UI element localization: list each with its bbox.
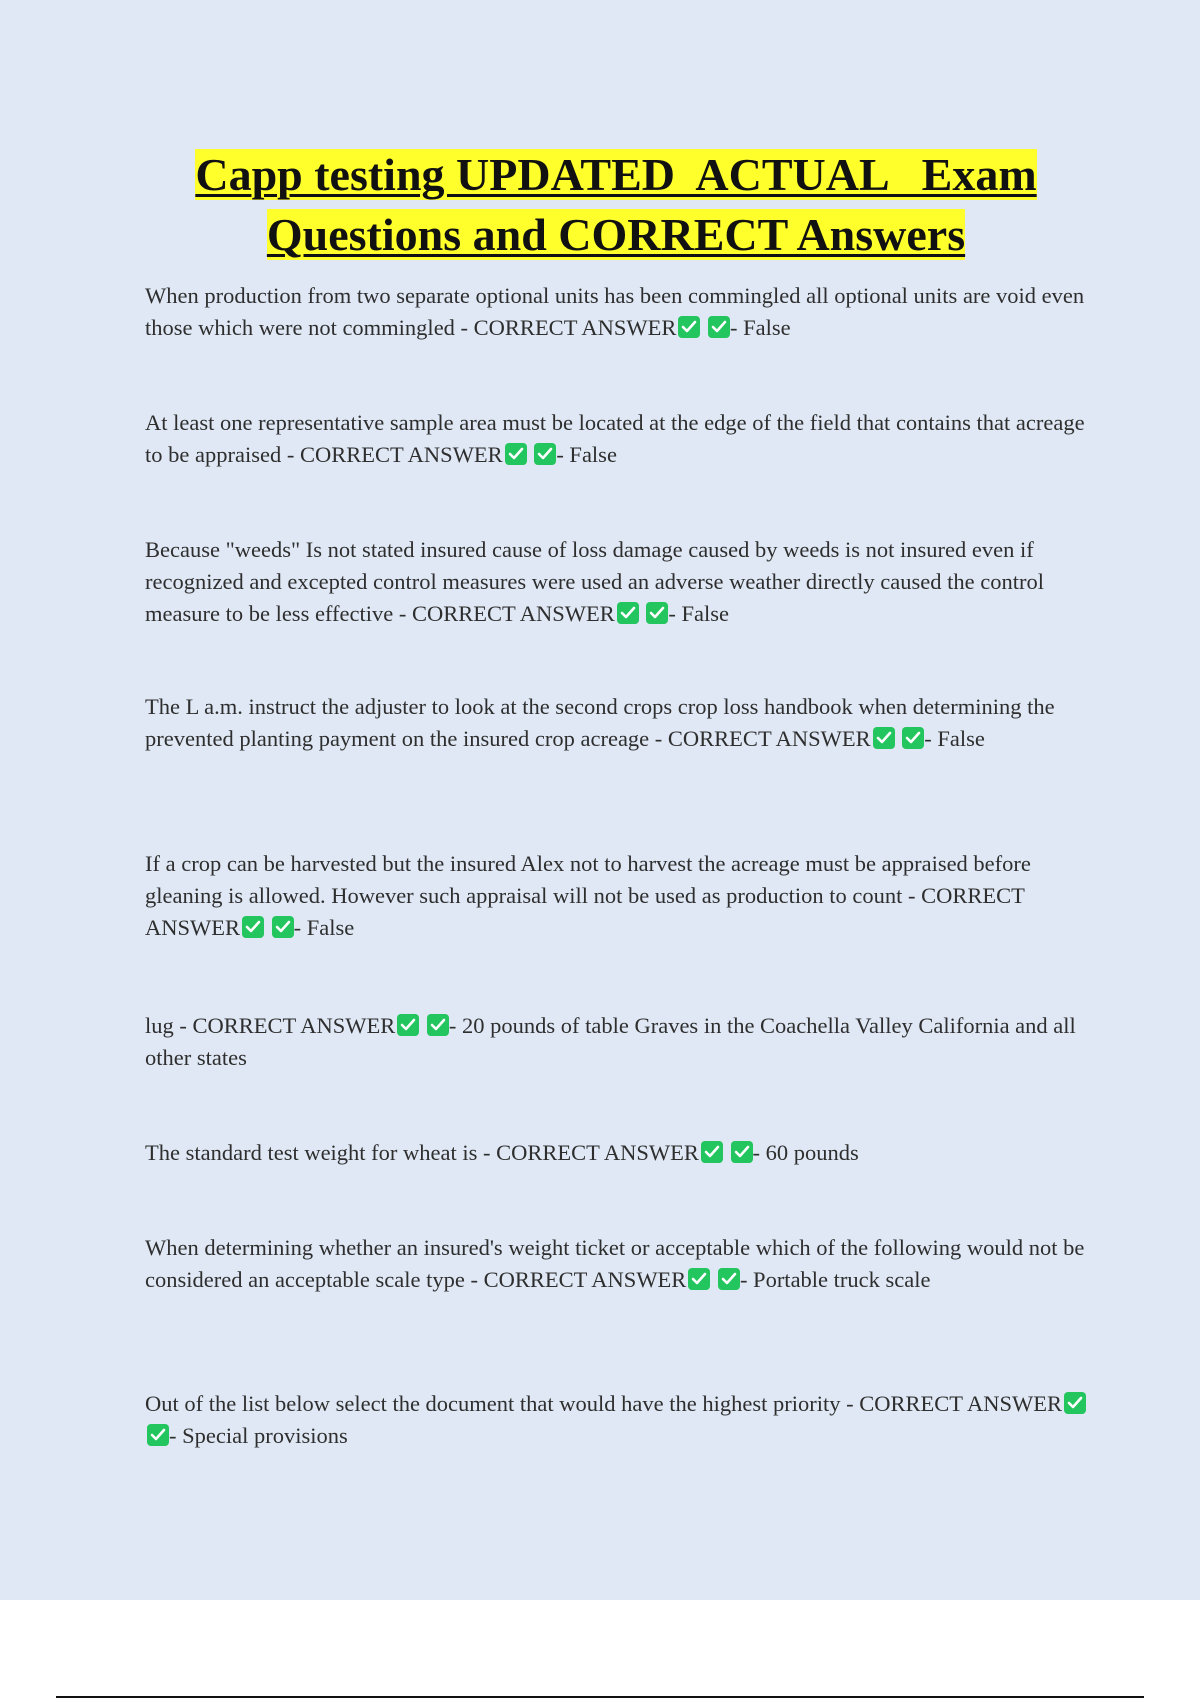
title-line-1: Capp testing UPDATED ACTUAL Exam — [195, 149, 1037, 200]
answer-text: - 60 pounds — [752, 1140, 859, 1165]
check-icon — [873, 727, 895, 749]
check-icon — [701, 1141, 723, 1163]
question-text: Out of the list below select the document that would have the highest priority - CORRECT ANSWER — [145, 1391, 1062, 1416]
qa-item-9 — [145, 1388, 1090, 1452]
qa-item-5 — [145, 848, 1090, 944]
question-text: At least one representative sample area must be located at the edge of the field that contains that acreage to be appraised - CORRECT ANSWER — [145, 410, 1085, 467]
answer-text: - False — [924, 726, 985, 751]
check-icon — [534, 443, 556, 465]
qa-item-8 — [145, 1232, 1090, 1296]
answer-text: - False — [293, 915, 355, 940]
answer-text: - False — [556, 442, 617, 467]
footer-divider — [56, 1696, 1144, 1698]
check-icon — [427, 1014, 449, 1036]
qa-item-6 — [145, 1010, 1090, 1074]
answer-text: - False — [668, 601, 729, 626]
check-icon — [688, 1268, 710, 1290]
answer-text: - Portable truck scale — [739, 1267, 931, 1292]
question-text: If a crop can be harvested but the insured Alex not to harvest the acreage must be appraised before gleaning is allowed. However such appraisal will not be used as production to count - CORRECT ANSWER — [145, 851, 1031, 940]
check-icon — [718, 1268, 740, 1290]
qa-item-4 — [145, 691, 1090, 755]
answer-text: - 20 pounds of table Graves in the Coachella Valley California and all other states — [145, 1013, 1076, 1070]
question-text: The standard test weight for wheat is - CORRECT ANSWER — [145, 1140, 699, 1165]
title-line-2: Questions and CORRECT Answers — [266, 209, 966, 260]
qa-item-1 — [145, 280, 1090, 344]
question-text: lug - CORRECT ANSWER — [145, 1013, 396, 1038]
check-icon — [617, 602, 639, 624]
answer-text: - False — [730, 315, 791, 340]
answer-text: - Special provisions — [169, 1423, 348, 1448]
qa-item-7 — [145, 1137, 1090, 1169]
check-icon — [678, 316, 700, 338]
check-icon — [708, 316, 730, 338]
check-icon — [1064, 1392, 1086, 1414]
qa-item-3 — [145, 534, 1090, 630]
check-icon — [731, 1141, 753, 1163]
qa-item-2 — [145, 407, 1090, 471]
question-text: Because "weeds" Is not stated insured cause of loss damage caused by weeds is not insured even if recognized and excepted control measures were used an adverse weather directly caused the control measure to be less effective - CORRECT ANSWER — [145, 537, 1044, 626]
check-icon — [147, 1424, 169, 1446]
document-title — [60, 145, 1172, 265]
check-icon — [242, 916, 264, 938]
check-icon — [397, 1014, 419, 1036]
check-icon — [505, 443, 527, 465]
question-text: When production from two separate optional units has been commingled all optional units are void even those which were not commingled - CORRECT ANSWER — [145, 283, 1085, 340]
check-icon — [902, 727, 924, 749]
check-icon — [272, 916, 294, 938]
question-text: The L a.m. instruct the adjuster to look at the second crops crop loss handbook when determining the prevented planting payment on the insured crop acreage - CORRECT ANSWER — [145, 694, 1055, 751]
question-text: When determining whether an insured's weight ticket or acceptable which of the following would not be considered an acceptable scale type - CORRECT ANSWER — [145, 1235, 1085, 1292]
check-icon — [646, 602, 668, 624]
